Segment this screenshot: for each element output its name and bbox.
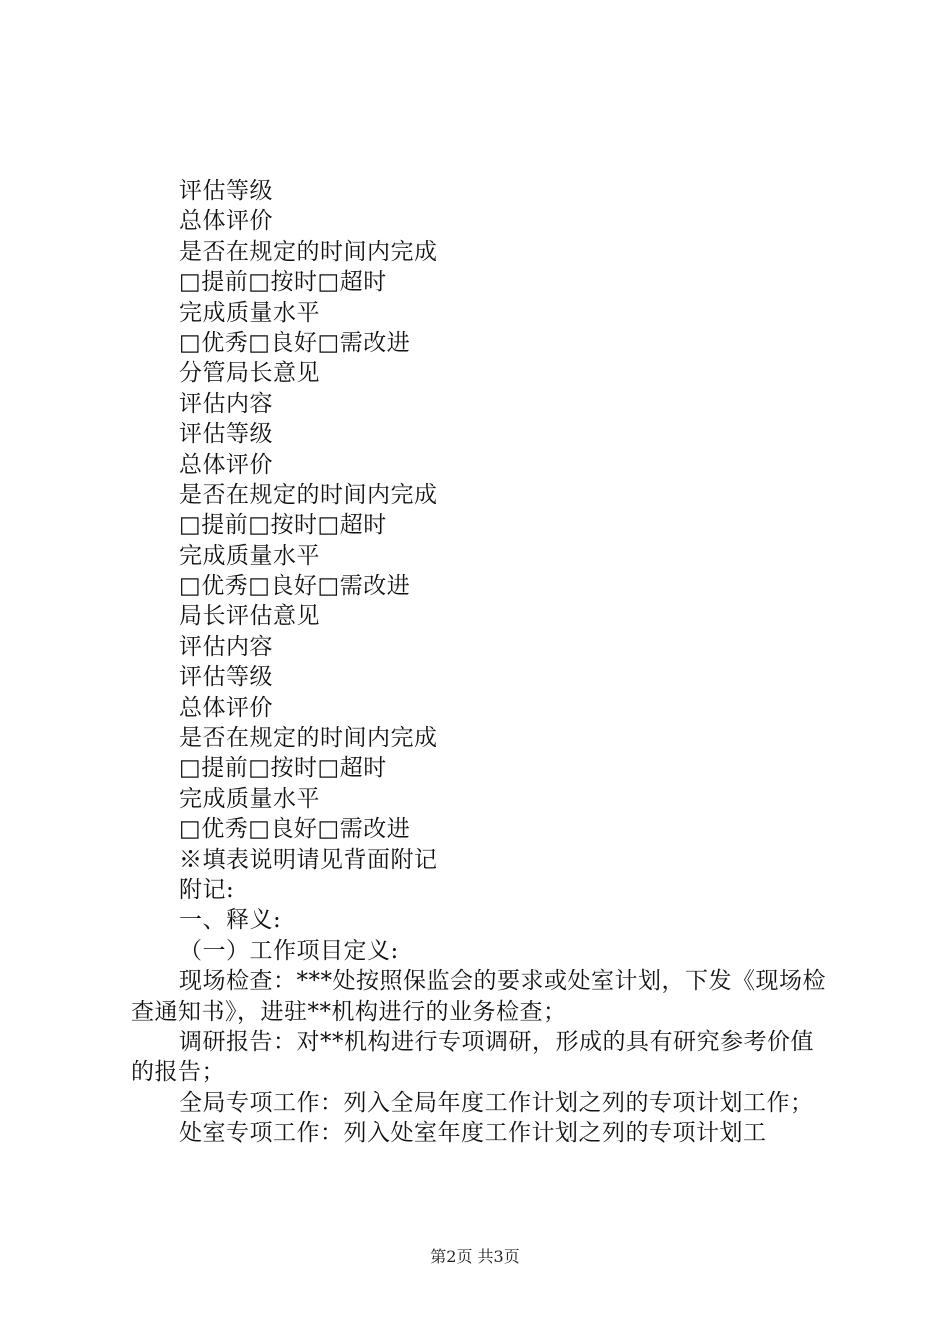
definition-paragraph: 处室专项工作：列入处室年度工作计划之列的专项计划工 (179, 1120, 767, 1147)
definition-paragraph: 全局专项工作：列入全局年度工作计划之列的专项计划工作； (179, 1089, 814, 1116)
appendix-heading: 附记: (179, 876, 235, 903)
text-line: 是否在规定的时间内完成 (179, 725, 438, 752)
text-line: 评估内容 (179, 633, 273, 660)
text-line: 评估等级 (179, 421, 273, 448)
checkbox-options-line: □提前□按时□超时 (179, 755, 387, 782)
document-body (131, 176, 831, 1149)
note-line: ※填表说明请见背面附记 (179, 846, 438, 873)
checkbox-options-line: □优秀□良好□需改进 (179, 573, 411, 600)
text-line: 是否在规定的时间内完成 (179, 238, 438, 265)
text-line: 评估等级 (179, 664, 273, 691)
text-line: 是否在规定的时间内完成 (179, 481, 438, 508)
checkbox-options-line: □优秀□良好□需改进 (179, 816, 411, 843)
checkbox-options-line: □提前□按时□超时 (179, 512, 387, 539)
text-line: 完成质量水平 (179, 299, 320, 326)
definition-paragraph: 调研报告：对**机构进行专项调研，形成的具有研究参考价值的报告； (131, 1028, 814, 1086)
subsection-heading: （一）工作项目定义: (179, 937, 399, 964)
definition-paragraph: 现场检查：***处按照保监会的要求或处室计划，下发《现场检查通知书》，进驻**机构进行的业务检查； (131, 968, 826, 1025)
section-heading: 局长评估意见 (179, 603, 320, 630)
text-line: 评估等级 (179, 178, 273, 204)
text-line: 总体评价 (179, 694, 273, 721)
section-heading: 一、释义: (179, 907, 282, 934)
page-footer: 第2页 共3页 (430, 1247, 520, 1266)
checkbox-options-line: □优秀□良好□需改进 (179, 329, 411, 356)
text-line: 总体评价 (179, 451, 273, 478)
text-line: 总体评价 (179, 208, 273, 235)
text-line: 完成质量水平 (179, 542, 320, 569)
checkbox-options-line: □提前□按时□超时 (179, 269, 387, 296)
section-heading: 分管局长意见 (179, 360, 320, 387)
text-line: 完成质量水平 (179, 785, 320, 812)
text-line: 评估内容 (179, 390, 273, 417)
